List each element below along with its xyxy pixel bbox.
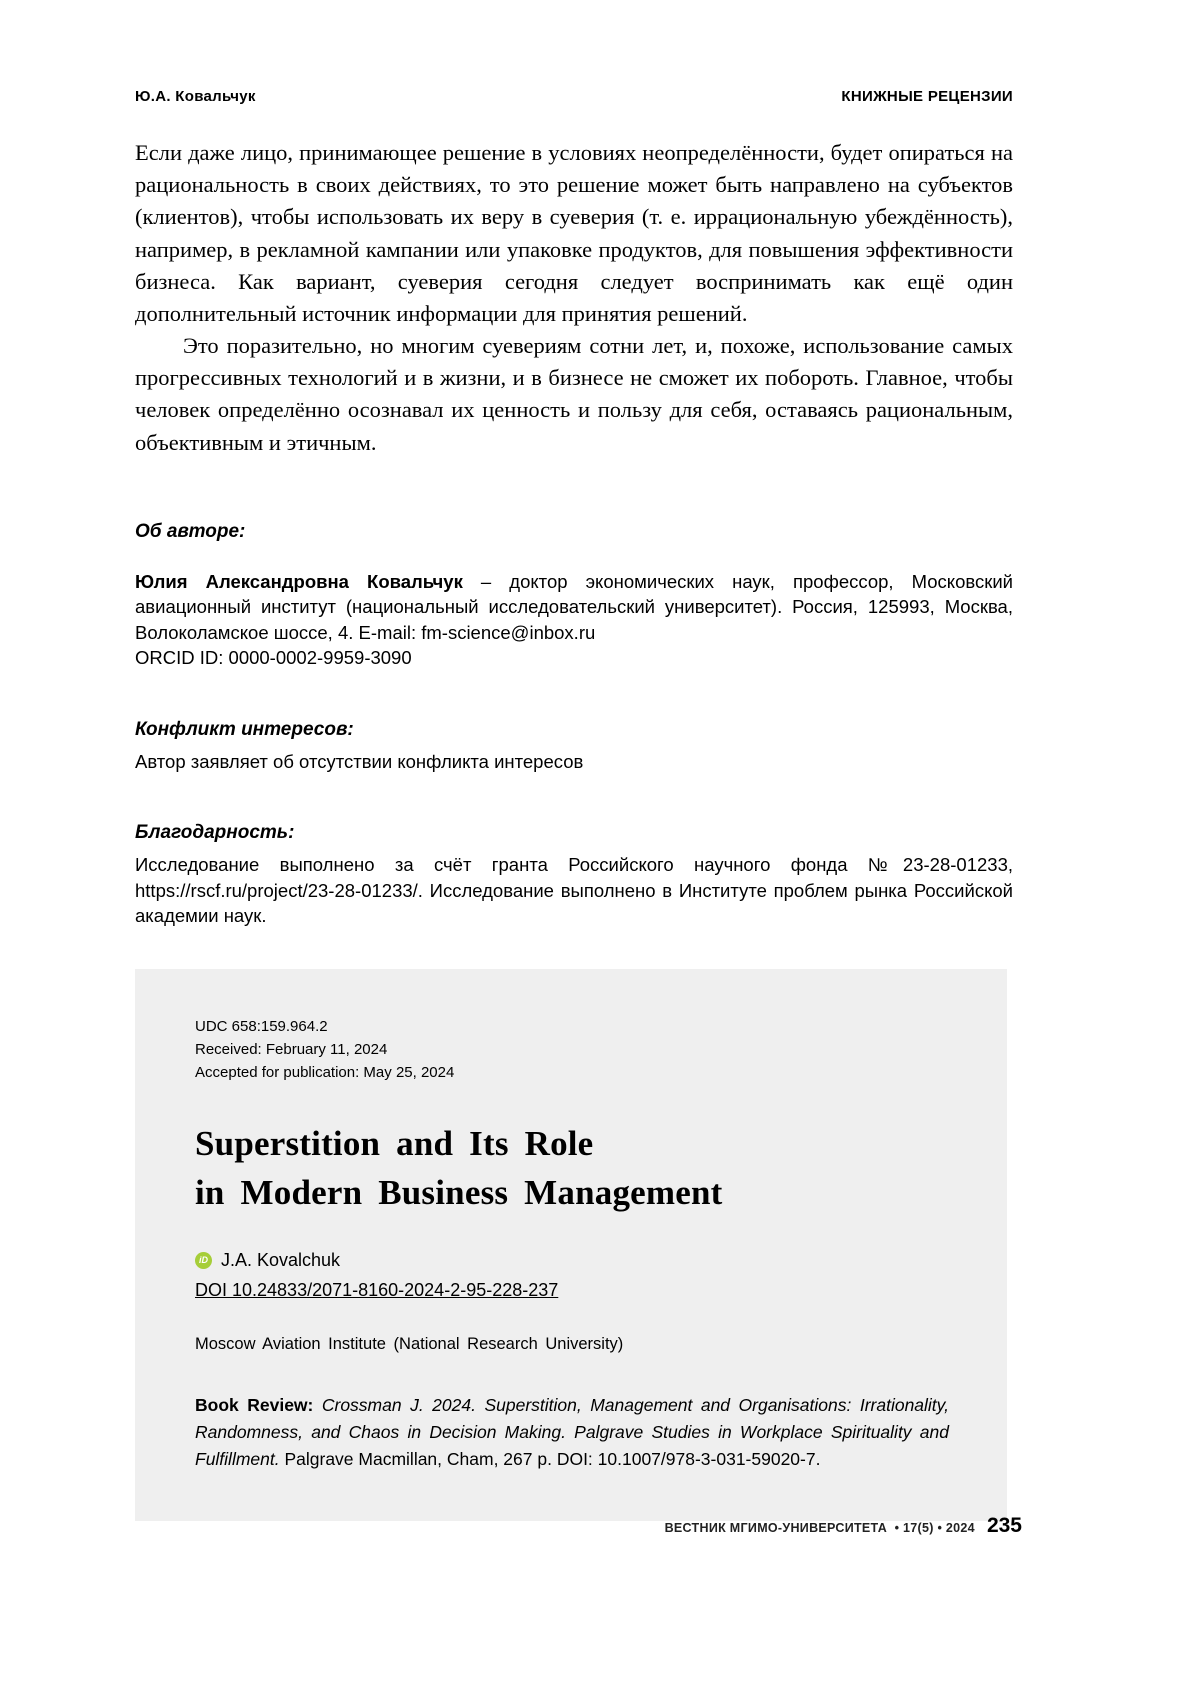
accepted-date: Accepted for publication: May 25, 2024 [195,1064,455,1082]
udc-block [195,1015,949,1085]
conflict-text: Автор заявляет об отсутствии конфликта интересов [135,750,584,772]
author-row [195,1250,949,1271]
book-review-citation [195,1392,949,1473]
review-info-box [135,969,1007,1522]
body-paragraph-1: Если даже лицо, принимающее решение в условиях неопределённости, будет опираться на рациональность в своих действиях, то это решение может быть направлено на субъектов (клиентов), чтобы использовать их веру в суеверия (т. е. иррациональную убеждённость), например, в рекламной кампании или упаковке продуктов, для повышения эффективности бизнеса. Как вариант, суеверия сегодня следует воспринимать как ещё один дополнительный источник информации для принятия решений. [135,140,1013,326]
article-author: J.A. Kovalchuk [221,1249,341,1270]
article-title-line-2: in Modern Business Management [195,1173,723,1213]
about-author-heading: Об авторе: [135,520,246,542]
footer-page-number: 235 [986,1514,1022,1537]
orcid-id-line: ORCID ID: 0000-0002-9959-3090 [135,647,412,669]
book-review-citation-start: Crossman J. 2024. [321,1394,485,1415]
book-review-citation-end: Palgrave Macmillan, Cham, 267 p. DOI: 10.1007/978-3-031-59020-7. [284,1449,821,1470]
body-text [135,137,1013,459]
orcid-icon[interactable]: iD [195,1252,212,1269]
conflict-heading: Конфликт интересов: [135,718,354,740]
running-head-author: Ю.А. Ковальчук [135,88,256,105]
book-review-book-title: Superstition, Management and Organisations: Irrationality, Randomness, and Chaos in Decision Making. Palgrave Studies in Workplace Spirituality and Fulfillment. [195,1394,949,1470]
running-head [135,0,1013,105]
udc-number: UDC 658:159.964.2 [195,1017,328,1035]
doi-link[interactable]: DOI 10.24833/2071-8160-2024-2-95-228-237 [195,1279,559,1300]
article-title-line-1: Superstition and Its Role [195,1123,594,1163]
acknowledgment-heading: Благодарность: [135,822,295,844]
author-name: Юлия Александровна Ковальчук [135,570,463,592]
acknowledgment-text: Исследование выполнено за счёт гранта Российского научного фонда №23-28-01233, https://rscf.ru/project/23-28-01233/. Исследование выполнено в Институте проблем рынка Российской академии наук. [135,854,1013,927]
affiliation: Moscow Aviation Institute (National Research University) [195,1334,624,1353]
about-author-text [135,569,1013,646]
received-date: Received: February 11, 2024 [195,1041,388,1059]
author-details: – доктор экономических наук, профессор, Московский авиационный институт (национальный исследовательский университет). Россия, 125993, Москва, Волоколамское шоссе, 4. E-mail: fm-science@inbox.ru [135,570,1013,643]
footer-journal-name: ВЕСТНИК МГИМО-УНИВЕРСИТЕТА • 17(5) • 2024 [664,1521,975,1535]
page-footer [665,1514,1022,1538]
body-paragraph-2: Это поразительно, но многим суевериям сотни лет, и, похоже, использование самых прогрессивных технологий и в жизни, и в бизнесе не сможет их побороть. Главное, чтобы человек определённо осознавал их ценность и пользу для себя, оставаясь рациональным, объективным и этичным. [135,333,1013,455]
book-review-label: Book Review: [195,1394,322,1415]
running-head-section: КНИЖНЫЕ РЕЦЕНЗИИ [841,88,1013,105]
article-title [195,1119,949,1218]
